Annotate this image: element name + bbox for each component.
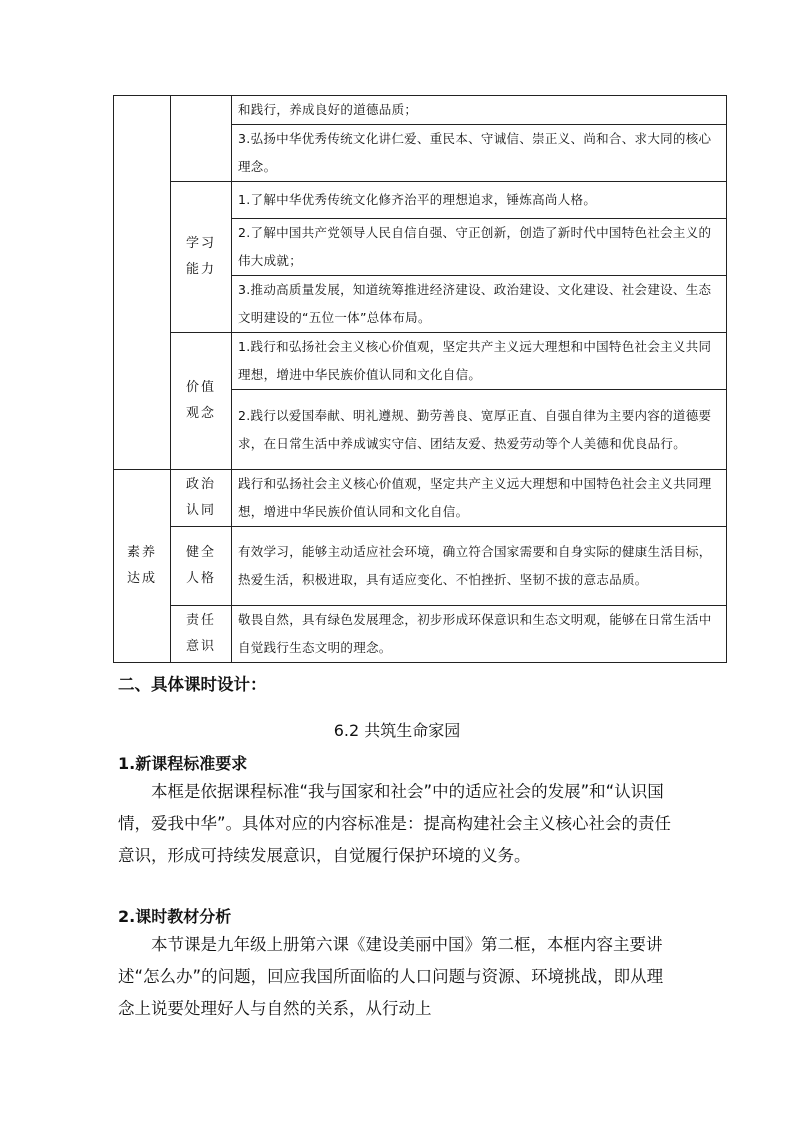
paragraph-textbook-analysis: 本节课是九年级上册第六课《建设美丽中国》第二框，本框内容主要讲述“怎么办”的问题，回应我国所面临的人口问题与资源、环境挑战，即从理念上说要处理好人与自然的关系，从行动上 <box>118 935 664 1018</box>
curriculum-goals-table <box>113 95 727 663</box>
subheading-curriculum-standard: 1.新课程标准要求 <box>118 754 248 773</box>
table-cell-text: 3.弘扬中华优秀传统文化讲仁爱、重民本、守诚信、崇正义、尚和合、求大同的核心理念。 <box>232 125 727 182</box>
table-cell-text: 有效学习，能够主动适应社会环境，确立符合国家需要和自身实际的健康生活目标，热爱生活，积极进取，具有适应变化、不怕挫折、坚韧不拔的意志品质。 <box>232 527 727 606</box>
table-cell-text: 和践行，养成良好的道德品质； <box>232 96 727 125</box>
paragraph-curriculum-standard: 本框是依据课程标准“我与国家和社会”中的适应社会的发展”和“认识国情，爱我中华”。具体对应的内容标准是：提高构建社会主义核心社会的责任意识，形成可持续发展意识，自觉履行保护环境的义务。 <box>118 782 672 865</box>
category-sound-personality <box>171 527 232 606</box>
category-values <box>171 333 232 470</box>
subheading-textbook-analysis: 2.课时教材分析 <box>118 907 232 926</box>
table-cell-text: 敬畏自然，具有绿色发展理念，初步形成环保意识和生态文明观，能够在日常生活中自觉践行生态文明的理念。 <box>232 606 727 663</box>
category-learning-ability <box>171 182 232 333</box>
category-label: 责任 意识 <box>185 613 216 654</box>
table-cell-text: 1.了解中华优秀传统文化修齐治平的理想追求，锤炼高尚人格。 <box>232 182 727 219</box>
blank-subcategory-cell <box>171 96 232 182</box>
category-responsibility <box>171 606 232 663</box>
table-cell-text: 1.践行和弘扬社会主义核心价值观，坚定共产主义远大理想和中国特色社会主义共同理想，增进中华民族价值认同和文化自信。 <box>232 333 727 390</box>
category-political-identity <box>171 470 232 527</box>
table-cell-text: 2.了解中国共产党领导人民自信自强、守正创新，创造了新时代中国特色社会主义的伟大成就； <box>232 219 727 276</box>
category-label: 价值 观念 <box>185 380 216 421</box>
table-cell-text: 3.推动高质量发展，知道统筹推进经济建设、政治建设、文化建设、社会建设、生态文明建设的“五位一体”总体布局。 <box>232 276 727 333</box>
category-label: 学习 能力 <box>185 236 216 277</box>
section-heading: 二、具体课时设计： <box>118 675 267 694</box>
lesson-title: 6.2 共筑生命家园 <box>333 721 461 740</box>
table-cell-text: 践行和弘扬社会主义核心价值观，坚定共产主义远大理想和中国特色社会主义共同理想，增进中华民族价值认同和文化自信。 <box>232 470 727 527</box>
category-label: 政治 认同 <box>185 477 216 518</box>
category-label: 健全 人格 <box>185 545 216 586</box>
category-label: 素养 达成 <box>126 545 157 586</box>
blank-category-cell <box>114 96 171 470</box>
category-literacy <box>114 470 171 663</box>
table-cell-text: 2.践行以爱国奉献、明礼遵规、勤劳善良、宽厚正直、自强自律为主要内容的道德要求，在日常生活中养成诚实守信、团结友爱、热爱劳动等个人美德和优良品行。 <box>232 390 727 470</box>
